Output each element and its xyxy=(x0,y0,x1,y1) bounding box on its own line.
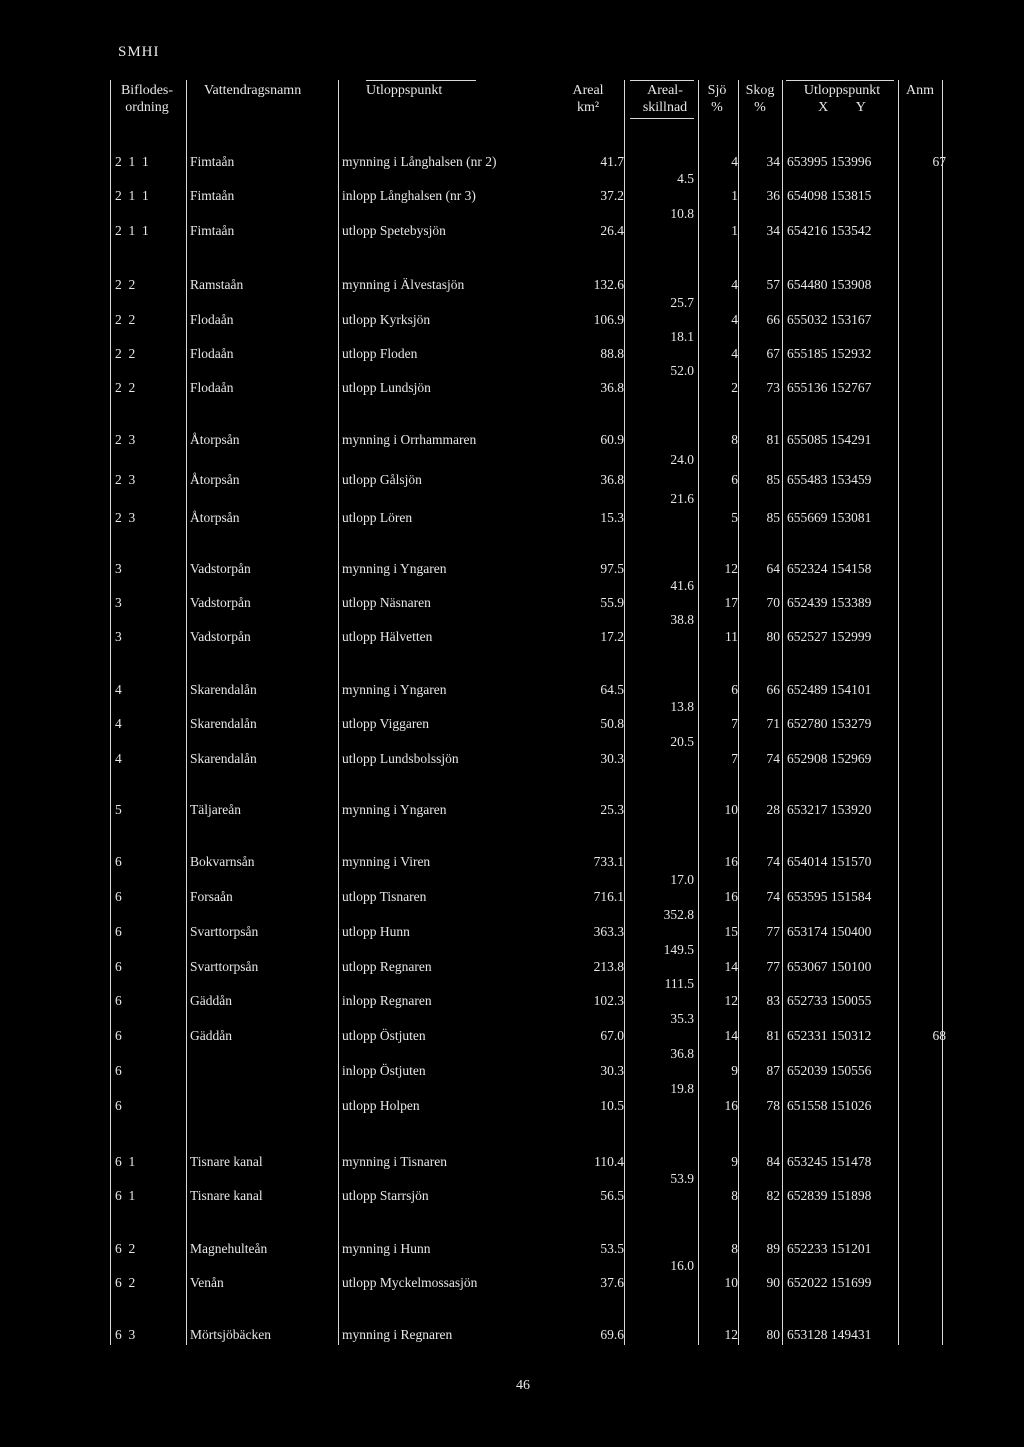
cell-arealskillnad: 21.6 xyxy=(670,491,694,506)
cell-arealskillnad: 35.3 xyxy=(670,1010,694,1026)
cell-area: 36.8 xyxy=(600,380,624,395)
cell-point: inlopp Långhalsen (nr 3) xyxy=(342,188,476,203)
cell-skog: 66 xyxy=(766,312,780,327)
cell-sjo: 4 xyxy=(731,346,738,361)
cell-skog: 82 xyxy=(766,1188,780,1203)
cell-arealskillnad: 53.9 xyxy=(670,1171,694,1186)
cell-area: 132.6 xyxy=(593,277,624,292)
cell-point: mynning i Hunn xyxy=(342,1241,431,1256)
cell-ord: 2 3 xyxy=(115,510,136,525)
cell-ord: 2 3 xyxy=(115,472,136,487)
cell-sjo: 6 xyxy=(731,472,738,487)
cell-sjo: 8 xyxy=(731,1241,738,1256)
header-coords-line1: Utloppspunkt xyxy=(803,83,881,98)
header-anm: Anm xyxy=(906,83,934,98)
cell-xy: 652022 151699 xyxy=(787,1275,872,1290)
cell-point: mynning i Yngaren xyxy=(342,561,447,576)
cell-area: 37.6 xyxy=(600,1275,624,1290)
cell-point: utlopp Kyrksjön xyxy=(342,312,431,327)
header-skog-line1: Skog xyxy=(745,83,775,98)
cell-sjo: 4 xyxy=(731,154,738,169)
cell-sjo: 15 xyxy=(724,924,738,939)
cell-point: utlopp Regnaren xyxy=(342,959,432,974)
cell-name: Skarendalån xyxy=(190,751,257,766)
cell-area: 17.2 xyxy=(600,629,624,644)
cell-name: Skarendalån xyxy=(190,682,257,697)
cell-area: 102.3 xyxy=(593,993,624,1008)
cell-skog: 74 xyxy=(766,751,780,766)
organization-label: SMHI xyxy=(118,44,160,60)
cell-name: Flodaån xyxy=(190,312,234,327)
cell-point: utlopp Viggaren xyxy=(342,716,430,731)
cell-xy: 652324 154158 xyxy=(787,561,872,576)
cell-name: Vadstorpån xyxy=(190,629,251,644)
cell-anm: 67 xyxy=(932,154,946,169)
cell-ord: 2 2 xyxy=(115,312,136,327)
cell-point: mynning i Regnaren xyxy=(342,1327,453,1342)
cell-area: 41.7 xyxy=(600,154,624,169)
cell-area: 213.8 xyxy=(593,959,624,974)
header-arealskillnad-line2: skillnad xyxy=(642,100,688,115)
cell-ord: 6 1 xyxy=(115,1188,136,1203)
cell-sjo: 11 xyxy=(725,629,738,644)
cell-ord: 6 xyxy=(115,959,122,974)
cell-anm: 68 xyxy=(932,1028,946,1043)
cell-arealskillnad: 352.8 xyxy=(663,906,694,922)
cell-skog: 85 xyxy=(766,510,780,525)
cell-area: 69.6 xyxy=(600,1327,624,1342)
cell-skog: 34 xyxy=(766,154,780,169)
cell-xy: 652527 152999 xyxy=(787,629,872,644)
cell-xy: 655483 153459 xyxy=(787,472,872,487)
cell-arealskillnad: 10.8 xyxy=(670,205,694,221)
cell-skog: 83 xyxy=(766,993,780,1008)
cell-xy: 655136 152767 xyxy=(787,380,872,395)
cell-arealskillnad: 18.1 xyxy=(670,329,694,344)
cell-name: Flodaån xyxy=(190,380,234,395)
cell-name: Flodaån xyxy=(190,346,234,361)
cell-area: 733.1 xyxy=(593,854,624,869)
cell-xy: 651558 151026 xyxy=(787,1098,872,1113)
cell-name: Tisnare kanal xyxy=(190,1154,263,1169)
cell-point: inlopp Östjuten xyxy=(342,1063,426,1078)
cell-xy: 654098 153815 xyxy=(787,188,872,203)
cell-point: mynning i Yngaren xyxy=(342,682,447,697)
header-sjo-line1: Sjö xyxy=(707,83,727,98)
cell-skog: 85 xyxy=(766,472,780,487)
cell-name: Gäddån xyxy=(190,1028,232,1043)
cell-skog: 89 xyxy=(766,1241,780,1256)
cell-sjo: 14 xyxy=(724,959,738,974)
cell-skog: 78 xyxy=(766,1098,780,1113)
cell-arealskillnad: 20.5 xyxy=(670,733,694,749)
cell-point: utlopp Starrsjön xyxy=(342,1188,429,1203)
cell-area: 67.0 xyxy=(600,1028,624,1043)
header-areal-line1: Areal xyxy=(572,83,604,98)
cell-arealskillnad: 36.8 xyxy=(670,1045,694,1061)
cell-xy: 653174 150400 xyxy=(787,924,872,939)
cell-sjo: 8 xyxy=(731,1188,738,1203)
cell-area: 55.9 xyxy=(600,595,624,610)
cell-name: Gäddån xyxy=(190,993,232,1008)
cell-ord: 6 2 xyxy=(115,1275,136,1290)
cell-name: Ramstaån xyxy=(190,277,244,292)
cell-sjo: 16 xyxy=(724,889,738,904)
cell-arealskillnad: 38.8 xyxy=(670,612,694,627)
cell-ord: 6 xyxy=(115,1098,122,1113)
page-number: 46 xyxy=(516,1378,530,1393)
cell-ord: 6 1 xyxy=(115,1154,136,1169)
cell-sjo: 6 xyxy=(731,682,738,697)
cell-skog: 90 xyxy=(766,1275,780,1290)
cell-xy: 652439 153389 xyxy=(787,595,872,610)
cell-ord: 2 2 xyxy=(115,277,136,292)
cell-xy: 654014 151570 xyxy=(787,854,872,869)
cell-skog: 77 xyxy=(766,924,780,939)
cell-point: utlopp Hunn xyxy=(342,924,410,939)
cell-point: mynning i Viren xyxy=(342,854,431,869)
cell-ord: 2 1 1 xyxy=(115,223,149,238)
cell-area: 30.3 xyxy=(600,751,624,766)
cell-skog: 81 xyxy=(766,432,780,447)
cell-sjo: 8 xyxy=(731,432,738,447)
cell-sjo: 10 xyxy=(724,1275,738,1290)
cell-skog: 57 xyxy=(766,277,780,292)
cell-ord: 3 xyxy=(115,561,122,576)
cell-ord: 6 xyxy=(115,1063,122,1078)
cell-ord: 6 xyxy=(115,889,122,904)
cell-name: Fimtaån xyxy=(190,154,235,169)
cell-sjo: 2 xyxy=(731,380,738,395)
cell-name: Vadstorpån xyxy=(190,595,251,610)
cell-skog: 67 xyxy=(766,346,780,361)
cell-point: utlopp Gålsjön xyxy=(342,472,422,487)
cell-name: Mörtsjöbäcken xyxy=(190,1327,271,1342)
cell-xy: 653995 153996 xyxy=(787,154,872,169)
header-bifloden-line2: ordning xyxy=(125,100,169,115)
cell-arealskillnad: 25.7 xyxy=(670,294,694,310)
cell-arealskillnad: 111.5 xyxy=(664,976,694,991)
cell-ord: 2 2 xyxy=(115,380,136,395)
cell-sjo: 4 xyxy=(731,312,738,327)
cell-skog: 64 xyxy=(766,561,780,576)
cell-ord: 4 xyxy=(115,751,122,766)
header-areal-line2: km² xyxy=(576,100,600,115)
cell-skog: 73 xyxy=(766,380,780,395)
cell-skog: 84 xyxy=(766,1154,780,1169)
header-arealskillnad-line1: Areal- xyxy=(647,83,683,98)
cell-ord: 4 xyxy=(115,716,122,731)
cell-point: utlopp Spetebysjön xyxy=(342,223,446,238)
cell-area: 10.5 xyxy=(600,1098,624,1113)
cell-name: Tisnare kanal xyxy=(190,1188,263,1203)
cell-area: 26.4 xyxy=(600,223,624,238)
cell-sjo: 5 xyxy=(731,510,738,525)
cell-name: Åtorpsån xyxy=(190,510,240,525)
cell-area: 106.9 xyxy=(593,312,624,327)
cell-skog: 74 xyxy=(766,854,780,869)
cell-point: utlopp Floden xyxy=(342,346,418,361)
cell-name: Skarendalån xyxy=(190,716,257,731)
cell-area: 97.5 xyxy=(600,561,624,576)
cell-ord: 2 3 xyxy=(115,432,136,447)
cell-arealskillnad: 52.0 xyxy=(670,363,694,378)
cell-ord: 6 xyxy=(115,924,122,939)
cell-ord: 2 1 1 xyxy=(115,154,149,169)
cell-sjo: 10 xyxy=(724,802,738,817)
cell-xy: 653595 151584 xyxy=(787,889,872,904)
cell-sjo: 1 xyxy=(731,223,738,238)
header-vattendrag: Vattendragsnamn xyxy=(204,83,302,98)
cell-ord: 6 xyxy=(115,1028,122,1043)
cell-skog: 87 xyxy=(766,1063,780,1078)
cell-skog: 77 xyxy=(766,959,780,974)
cell-area: 36.8 xyxy=(600,472,624,487)
cell-point: utlopp Östjuten xyxy=(342,1028,426,1043)
cell-arealskillnad: 17.0 xyxy=(670,871,694,887)
cell-sjo: 16 xyxy=(724,1098,738,1113)
cell-sjo: 12 xyxy=(724,993,738,1008)
cell-ord: 6 xyxy=(115,854,122,869)
cell-skog: 80 xyxy=(766,1327,780,1342)
cell-skog: 81 xyxy=(766,1028,780,1043)
cell-name: Svarttorpsån xyxy=(190,924,259,939)
cell-sjo: 9 xyxy=(731,1063,738,1078)
cell-xy: 655085 154291 xyxy=(787,432,872,447)
cell-name: Fimtaån xyxy=(190,188,235,203)
cell-arealskillnad: 149.5 xyxy=(663,941,694,957)
cell-skog: 70 xyxy=(766,595,780,610)
cell-name: Bokvarnsån xyxy=(190,854,255,869)
cell-ord: 6 2 xyxy=(115,1241,136,1256)
cell-xy: 655032 153167 xyxy=(787,312,872,327)
cell-area: 25.3 xyxy=(600,802,624,817)
cell-point: mynning i Orrhammaren xyxy=(342,432,477,447)
cell-arealskillnad: 16.0 xyxy=(670,1258,694,1273)
cell-name: Venån xyxy=(190,1275,224,1290)
cell-ord: 6 xyxy=(115,993,122,1008)
cell-xy: 652331 150312 xyxy=(787,1028,872,1043)
cell-point: utlopp Holpen xyxy=(342,1098,420,1113)
cell-point: mynning i Älvestasjön xyxy=(342,277,465,292)
cell-sjo: 4 xyxy=(731,277,738,292)
cell-area: 30.3 xyxy=(600,1063,624,1078)
cell-point: utlopp Lören xyxy=(342,510,413,525)
cell-sjo: 16 xyxy=(724,854,738,869)
cell-xy: 652839 151898 xyxy=(787,1188,872,1203)
cell-point: utlopp Hälvetten xyxy=(342,629,433,644)
cell-ord: 3 xyxy=(115,629,122,644)
cell-sjo: 7 xyxy=(731,751,738,766)
cell-area: 15.3 xyxy=(600,510,624,525)
cell-ord: 4 xyxy=(115,682,122,697)
header-sjo-line2: % xyxy=(711,100,723,115)
cell-xy: 653217 153920 xyxy=(787,802,872,817)
cell-xy: 652233 151201 xyxy=(787,1241,872,1256)
cell-ord: 6 3 xyxy=(115,1327,136,1342)
cell-sjo: 12 xyxy=(724,561,738,576)
cell-xy: 652780 153279 xyxy=(787,716,872,731)
cell-point: utlopp Lundsjön xyxy=(342,380,431,395)
cell-area: 88.8 xyxy=(600,346,624,361)
cell-xy: 652733 150055 xyxy=(787,993,872,1008)
header-utloppspunkt: Utloppspunkt xyxy=(366,83,443,98)
cell-skog: 80 xyxy=(766,629,780,644)
cell-xy: 653128 149431 xyxy=(787,1327,872,1342)
cell-skog: 71 xyxy=(766,716,780,731)
cell-sjo: 1 xyxy=(731,188,738,203)
cell-name: Åtorpsån xyxy=(190,472,240,487)
cell-arealskillnad: 13.8 xyxy=(670,699,694,714)
cell-name: Svarttorpsån xyxy=(190,959,259,974)
cell-xy: 653245 151478 xyxy=(787,1154,872,1169)
header-coords-line2: X Y xyxy=(818,100,866,115)
cell-area: 50.8 xyxy=(600,716,624,731)
cell-area: 716.1 xyxy=(593,889,624,904)
cell-name: Åtorpsån xyxy=(190,432,240,447)
cell-area: 110.4 xyxy=(594,1154,624,1169)
cell-skog: 74 xyxy=(766,889,780,904)
cell-point: utlopp Näsnaren xyxy=(342,595,431,610)
cell-area: 60.9 xyxy=(600,432,624,447)
cell-xy: 652489 154101 xyxy=(787,682,872,697)
cell-point: utlopp Lundsbolssjön xyxy=(342,751,459,766)
cell-sjo: 9 xyxy=(731,1154,738,1169)
cell-xy: 655185 152932 xyxy=(787,346,872,361)
cell-point: utlopp Myckelmossasjön xyxy=(342,1275,478,1290)
cell-ord: 3 xyxy=(115,595,122,610)
cell-xy: 652039 150556 xyxy=(787,1063,872,1078)
cell-area: 56.5 xyxy=(600,1188,624,1203)
cell-name: Forsaån xyxy=(190,889,233,904)
cell-skog: 66 xyxy=(766,682,780,697)
cell-ord: 5 xyxy=(115,802,122,817)
cell-sjo: 7 xyxy=(731,716,738,731)
cell-arealskillnad: 41.6 xyxy=(670,578,694,593)
cell-area: 64.5 xyxy=(600,682,624,697)
cell-area: 363.3 xyxy=(593,924,624,939)
cell-point: utlopp Tisnaren xyxy=(342,889,427,904)
cell-name: Magnehulteån xyxy=(190,1241,268,1256)
cell-arealskillnad: 4.5 xyxy=(677,171,694,186)
cell-skog: 28 xyxy=(766,802,780,817)
cell-skog: 36 xyxy=(766,188,780,203)
header-skog-line2: % xyxy=(754,100,766,115)
cell-name: Täljareån xyxy=(190,802,241,817)
cell-point: mynning i Långhalsen (nr 2) xyxy=(342,154,497,169)
cell-xy: 654216 153542 xyxy=(787,223,872,238)
cell-ord: 2 1 1 xyxy=(115,188,149,203)
cell-sjo: 12 xyxy=(724,1327,738,1342)
cell-ord: 2 2 xyxy=(115,346,136,361)
cell-point: mynning i Yngaren xyxy=(342,802,447,817)
cell-xy: 652908 152969 xyxy=(787,751,872,766)
cell-area: 37.2 xyxy=(600,188,624,203)
cell-point: mynning i Tisnaren xyxy=(342,1154,448,1169)
cell-area: 53.5 xyxy=(600,1241,624,1256)
cell-arealskillnad: 24.0 xyxy=(670,452,694,467)
cell-sjo: 14 xyxy=(724,1028,738,1043)
cell-sjo: 17 xyxy=(724,595,738,610)
cell-skog: 34 xyxy=(766,223,780,238)
cell-arealskillnad: 19.8 xyxy=(670,1080,694,1096)
header-bifloden-line1: Biflodes- xyxy=(120,83,174,98)
cell-name: Fimtaån xyxy=(190,223,235,238)
cell-xy: 655669 153081 xyxy=(787,510,872,525)
cell-xy: 654480 153908 xyxy=(787,277,872,292)
cell-point: inlopp Regnaren xyxy=(342,993,432,1008)
cell-xy: 653067 150100 xyxy=(787,959,872,974)
cell-name: Vadstorpån xyxy=(190,561,251,576)
